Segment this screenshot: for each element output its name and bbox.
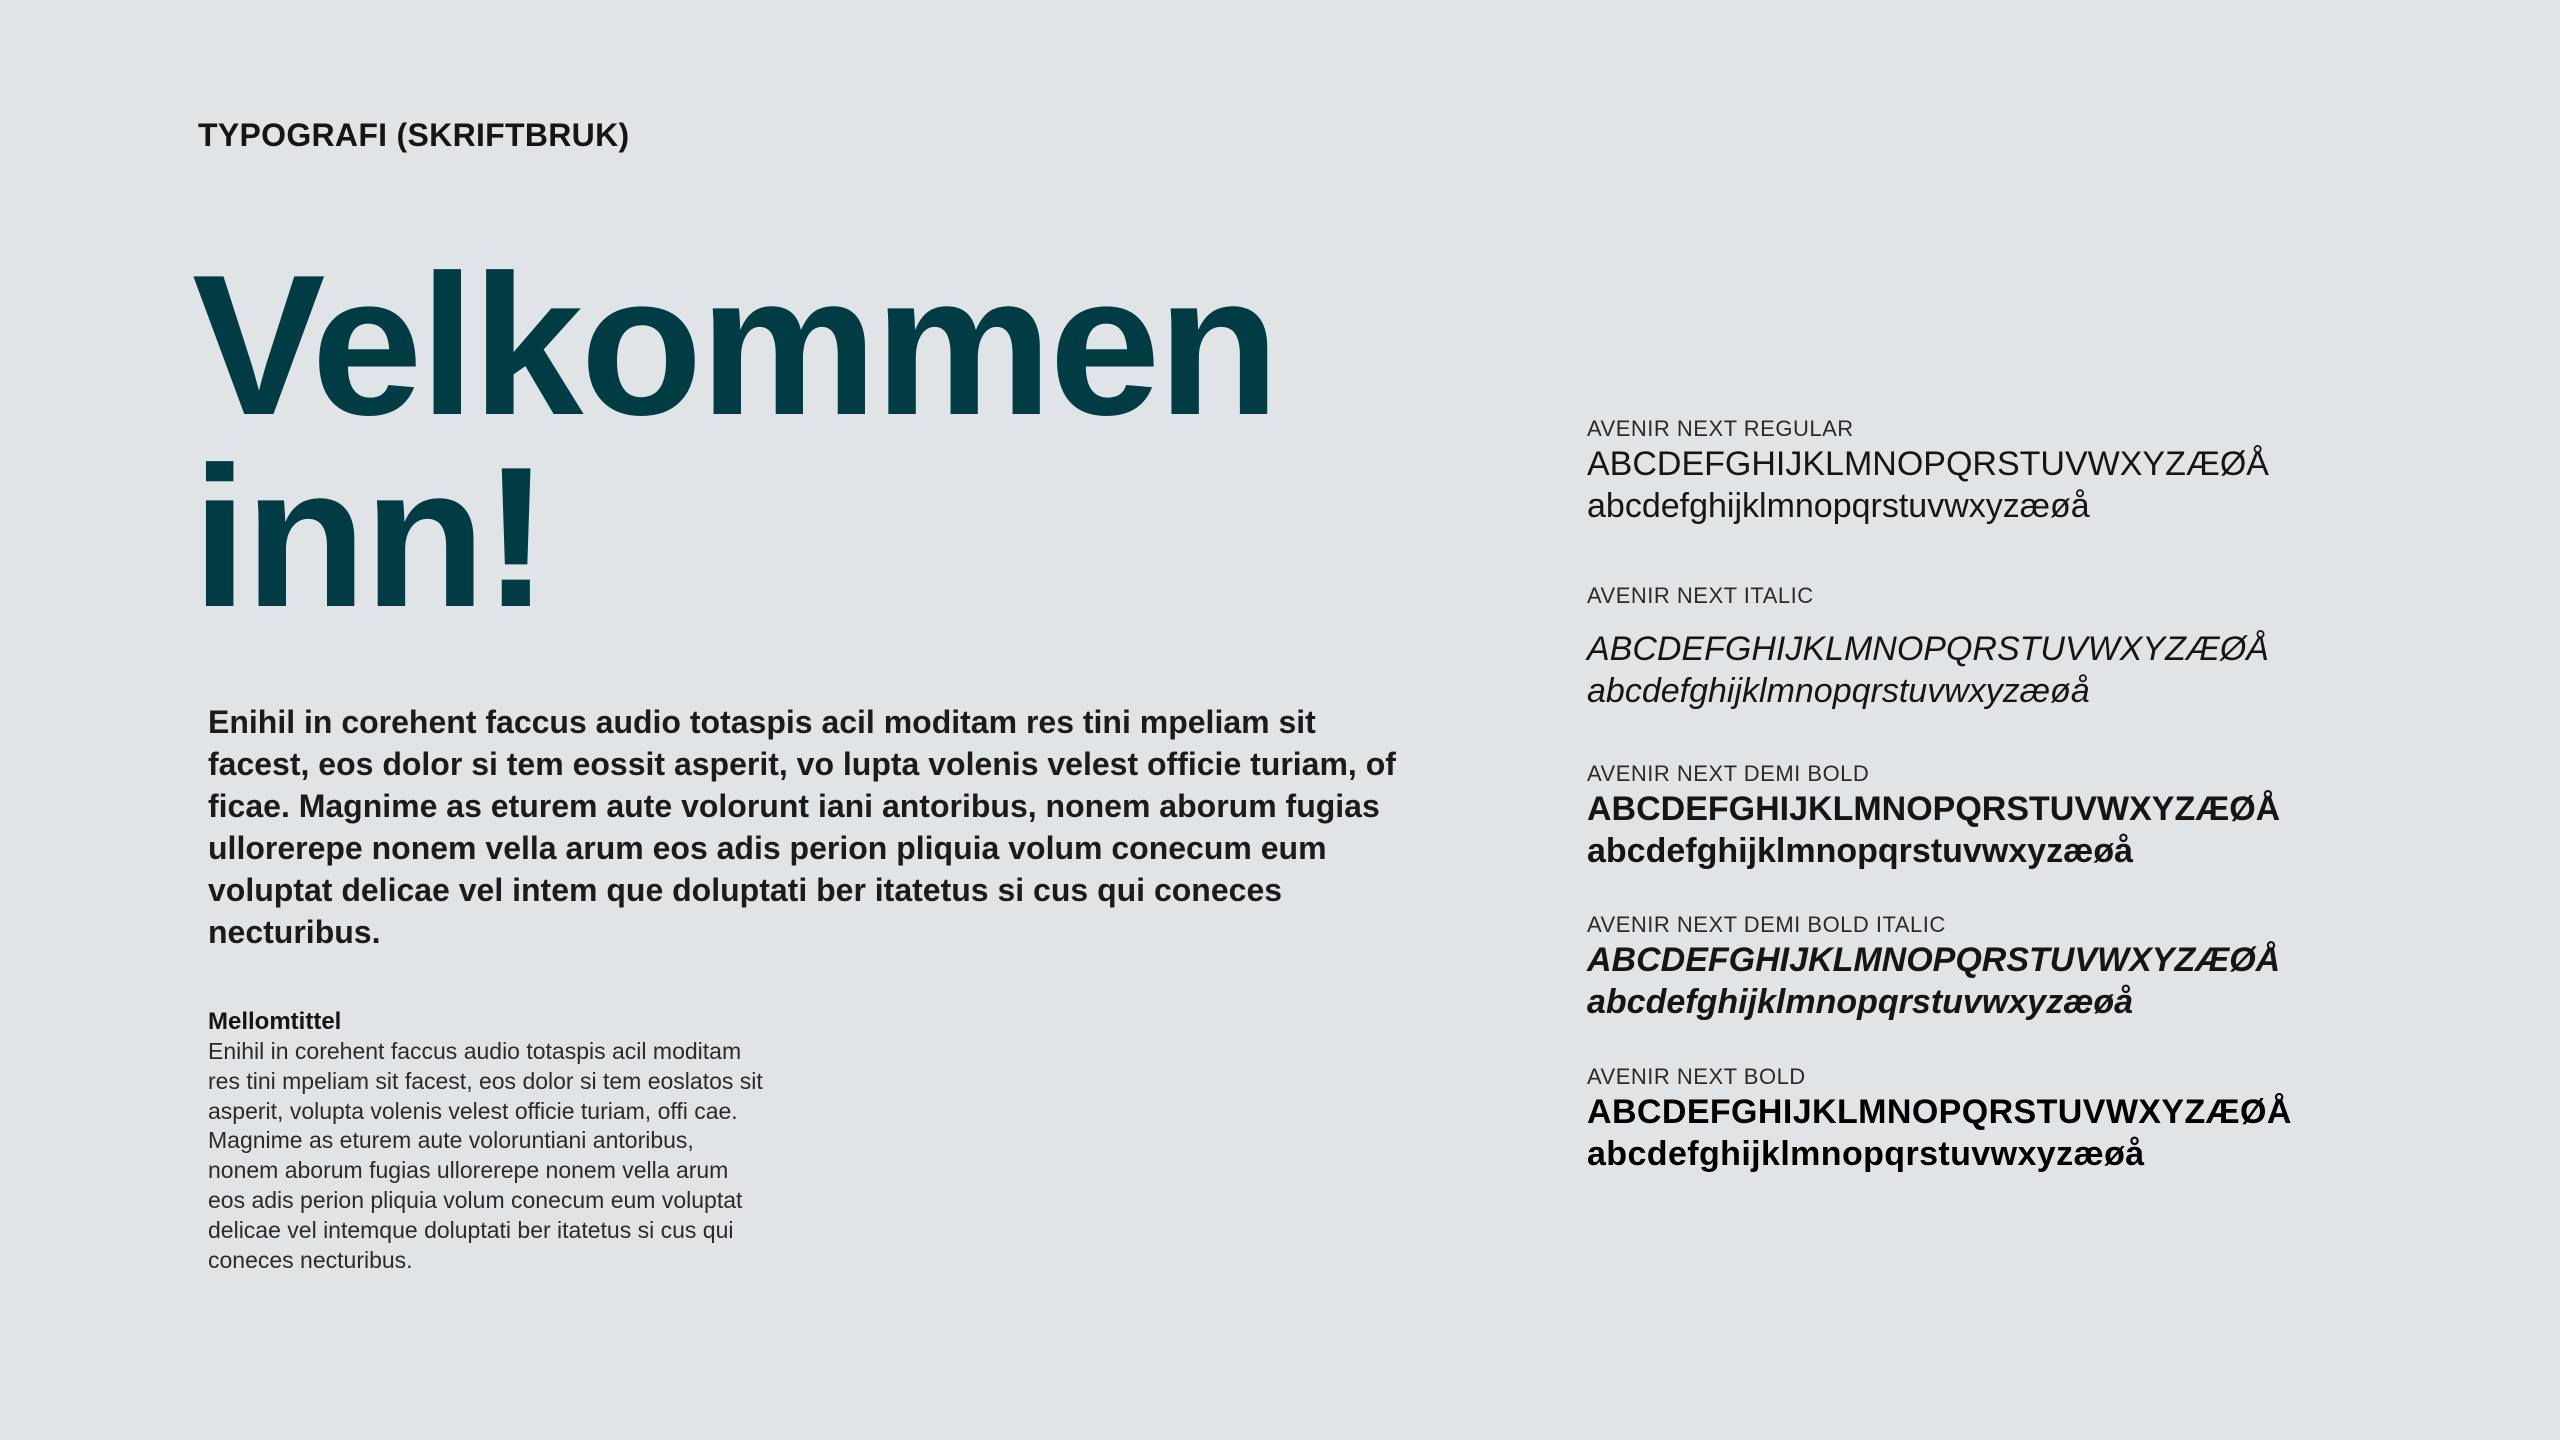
specimen-label: AVENIR NEXT REGULAR	[1587, 416, 1854, 441]
specimen-lowercase: abcdefghijklmnopqrstuvwxyzæøå	[1587, 832, 2133, 870]
specimen-demi-bold-italic	[1587, 911, 2487, 1023]
headline-line-2: inn!	[192, 426, 547, 649]
specimen-glyphs	[1587, 788, 2487, 872]
specimen-label: AVENIR NEXT BOLD	[1587, 1064, 1806, 1089]
headline	[192, 234, 1277, 649]
specimen-label: AVENIR NEXT ITALIC	[1587, 583, 1814, 608]
specimen-label: AVENIR NEXT DEMI BOLD	[1587, 761, 1870, 786]
subsection	[208, 1007, 768, 1275]
font-specimens	[1587, 0, 2487, 1440]
specimen-glyphs	[1587, 628, 2487, 712]
specimen-lowercase: abcdefghijklmnopqrstuvwxyzæøå	[1587, 487, 2090, 525]
specimen-glyphs	[1587, 939, 2487, 1023]
subsection-title: Mellomtittel	[208, 1008, 342, 1035]
specimen-uppercase: ABCDEFGHIJKLMNOPQRSTUVWXYZÆØÅ	[1587, 1093, 2292, 1131]
specimen-demi-bold	[1587, 760, 2487, 872]
specimen-glyphs	[1587, 1091, 2487, 1175]
specimen-uppercase: ABCDEFGHIJKLMNOPQRSTUVWXYZÆØÅ	[1587, 445, 2269, 483]
section-label: TYPOGRAFI (SKRIFTBRUK)	[198, 117, 630, 153]
specimen-label: AVENIR NEXT DEMI BOLD ITALIC	[1587, 912, 1946, 937]
specimen-uppercase: ABCDEFGHIJKLMNOPQRSTUVWXYZÆØÅ	[1587, 790, 2281, 828]
lead-paragraph: Enihil in corehent faccus audio totaspis acil moditam res tini mpeliam sit facest, eos dolor si tem eossit asperit, vo lupta volenis velest officie turiam, of ficae. Magnime as eturem aute volorunt iani antoribus, nonem aborum fugias ullorerepe nonem vella arum eos adis perion pliquia volum conecum eum voluptat delicae vel intem que doluptati ber itatetus si cus qui coneces necturibus.	[208, 704, 1396, 950]
subsection-body: Enihil in corehent faccus audio totaspis acil moditam res tini mpeliam sit facest, eos dolor si tem eoslatos sit asperit, volupta volenis velest officie turiam, offi cae. Magnime as eturem aute voloruntiani antoribus, nonem aborum fugias ullorerepe nonem vella arum eos adis perion pliquia volum conecum eum voluptat delicae vel intemque doluptati ber itatetus si cus qui coneces necturibus.	[208, 1038, 763, 1273]
specimen-bold	[1587, 1063, 2487, 1175]
specimen-uppercase: ABCDEFGHIJKLMNOPQRSTUVWXYZÆØÅ	[1587, 630, 2269, 668]
specimen-lowercase: abcdefghijklmnopqrstuvwxyzæøå	[1587, 983, 2133, 1021]
headline-line-1: Velkommen	[192, 234, 1277, 457]
specimen-lowercase: abcdefghijklmnopqrstuvwxyzæøå	[1587, 672, 2090, 710]
specimen-regular	[1587, 415, 2487, 527]
specimen-uppercase: ABCDEFGHIJKLMNOPQRSTUVWXYZÆØÅ	[1587, 941, 2281, 979]
specimen-italic	[1587, 582, 2487, 712]
specimen-lowercase: abcdefghijklmnopqrstuvwxyzæøå	[1587, 1135, 2145, 1173]
specimen-glyphs	[1587, 443, 2487, 527]
